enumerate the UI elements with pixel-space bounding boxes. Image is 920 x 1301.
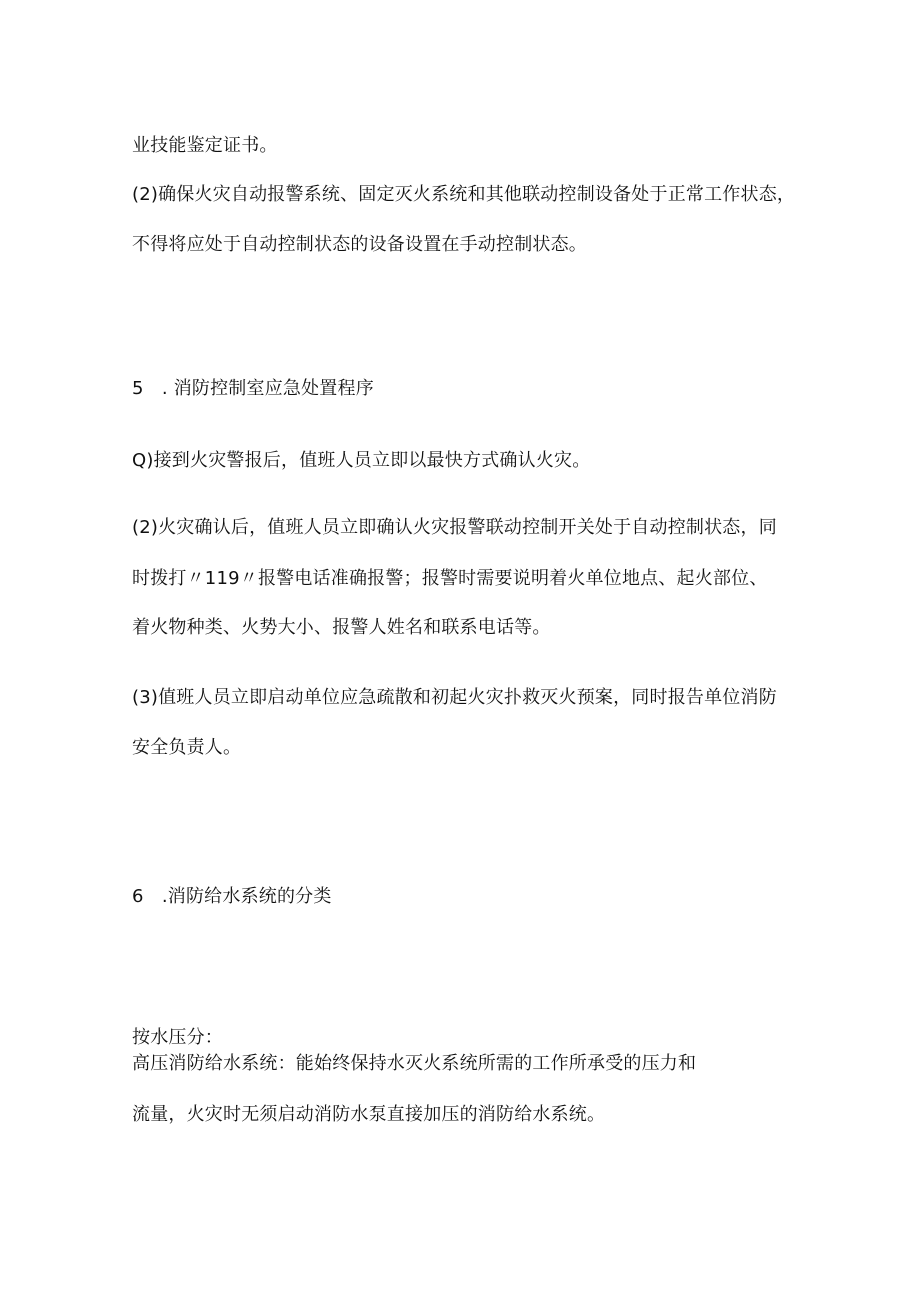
paragraph-line: 流量，火灾时无须启动消防水泵直接加压的消防给水系统。 — [132, 1104, 606, 1125]
list-item-line: 着火物种类、火势大小、报警人姓名和联系电话等。 — [132, 617, 551, 638]
list-item-line: (2)火灾确认后，值班人员立即确认火灾报警联动控制开关处于自动控制状态，同 — [132, 517, 777, 538]
list-item-line: Q)接到火灾警报后，值班人员立即以最快方式确认火灾。 — [132, 450, 591, 471]
paragraph-line: 高压消防给水系统：能始终保持水灭火系统所需的工作所承受的压力和 — [132, 1053, 697, 1074]
section-heading: 5 . 消防控制室应急处置程序 — [132, 378, 374, 399]
list-item-line: (3)值班人员立即启动单位应急疏散和初起火灾扑救灭火预案，同时报告单位消防 — [132, 687, 777, 708]
section-heading: 6 .消防给水系统的分类 — [132, 886, 332, 907]
list-item-line: 安全负责人。 — [132, 737, 242, 758]
paragraph-line: (2)确保火灾自动报警系统、固定灭火系统和其他联动控制设备处于正常工作状态， — [132, 184, 796, 205]
classification-label: 按水压分： — [132, 1027, 223, 1048]
paragraph-line: 业技能鉴定证书。 — [132, 135, 278, 156]
list-item-line: 时拨打〃119〃报警电话准确报警；报警时需要说明着火单位地点、起火部位、 — [132, 568, 768, 589]
paragraph-line: 不得将应处于自动控制状态的设备设置在手动控制状态。 — [132, 234, 587, 255]
